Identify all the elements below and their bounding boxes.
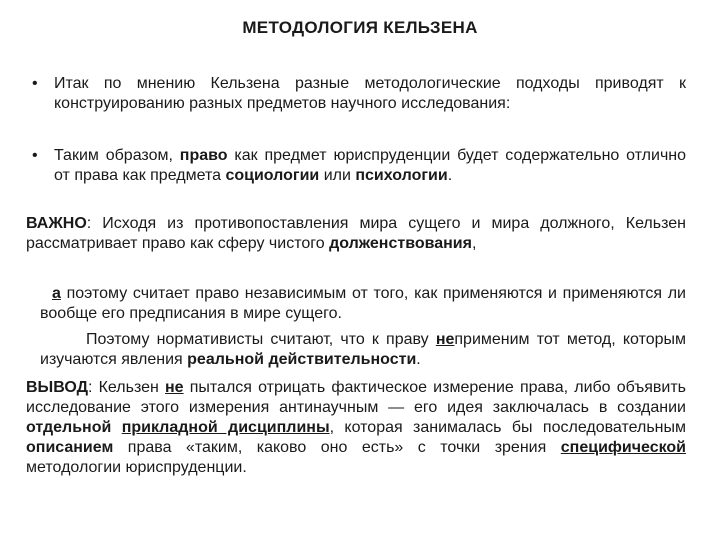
conclusion-bold-description: описанием bbox=[26, 439, 114, 456]
conclusion-text-4: права «таким, каково оно есть» с точки зрения bbox=[127, 439, 547, 456]
normativists-text-2: применим тот метод, которым изучаются явления bbox=[40, 331, 687, 368]
bullet-2-text-4: . bbox=[447, 167, 453, 184]
conclusion-text-1: : Кельзен bbox=[88, 379, 159, 396]
normativists-not: не bbox=[435, 331, 455, 348]
bullet-law-subject bbox=[54, 146, 686, 186]
bullet-1-text: Итак по мнению Кельзена разные методологические подходы приводят к конструированию разных предметов научного исследования: bbox=[54, 75, 686, 112]
bullet-2-bold-psychology: психологии bbox=[355, 167, 448, 184]
paragraph-important bbox=[26, 214, 686, 254]
normativists-text-1: Поэтому нормативисты считают, что к праву bbox=[86, 331, 429, 348]
conclusion-text-2: пытался отрицать фактическое измерение права, либо объявить исследование этого измерения антинаучным — его идея заключалась в создании bbox=[26, 379, 687, 416]
bullet-2-text-1: Таким образом, bbox=[54, 147, 173, 164]
paragraph-independent bbox=[40, 284, 686, 324]
bullet-2-text-2: как предмет юриспруденции будет содержательно отлично от права как предмета bbox=[54, 147, 687, 184]
and-underlined: а bbox=[52, 285, 61, 302]
independent-text: поэтому считает право независимым от того, как применяются и применяются ли вообще его предписания в мире сущего. bbox=[40, 285, 686, 322]
important-text-1: : Исходя из противопоставления мира сущего и мира должного, Кельзен рассматривает право как сферу чистого bbox=[26, 215, 686, 252]
normativists-bold-reality: реальной действительности bbox=[187, 351, 417, 368]
conclusion-text-5: методологии юриспруденции. bbox=[26, 459, 247, 476]
conclusion-label: ВЫВОД bbox=[26, 379, 89, 396]
conclusion-text-3: , которая занималась бы последовательным bbox=[329, 419, 686, 436]
conclusion-bold-separate: отдельной bbox=[26, 419, 112, 436]
conclusion-not: не bbox=[165, 379, 184, 396]
conclusion-specific: специфической bbox=[560, 439, 687, 456]
normativists-text-3: . bbox=[416, 351, 421, 368]
paragraph-conclusion bbox=[26, 378, 686, 478]
bullet-methodology bbox=[54, 74, 686, 114]
important-bold-ought: долженствования bbox=[329, 235, 472, 252]
bullet-2-text-3: или bbox=[323, 167, 351, 184]
conclusion-applied-discipline: прикладной дисциплины bbox=[121, 419, 330, 436]
bullet-2-bold-sociology: социологии bbox=[225, 167, 320, 184]
slide-title: МЕТОДОЛОГИЯ КЕЛЬЗЕНА bbox=[242, 18, 478, 37]
important-label: ВАЖНО bbox=[26, 215, 87, 232]
bullet-2-bold-law: право bbox=[179, 147, 228, 164]
important-text-2: , bbox=[471, 235, 477, 252]
paragraph-normativists bbox=[40, 330, 686, 370]
